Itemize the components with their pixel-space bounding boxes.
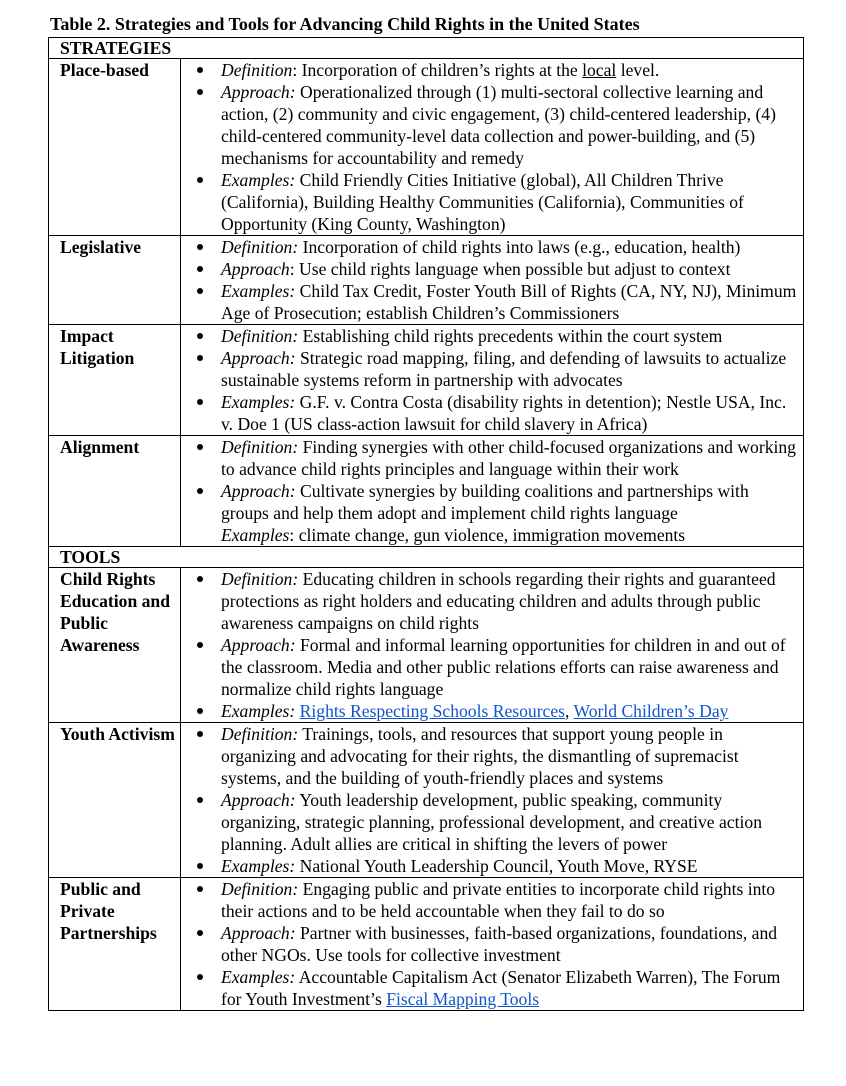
table-row-partnerships: [49, 878, 804, 1011]
row-content-legislative: [181, 236, 804, 325]
row-label-alignment: Alignment: [49, 436, 181, 547]
row-label-legislative: Legislative: [49, 236, 181, 325]
row-label-education: Child Rights Education and Public Awareness: [49, 568, 181, 723]
examples-item: Examples: National Youth Leadership Council, Youth Move, RYSE: [193, 855, 799, 877]
world-childrens-day-link[interactable]: World Children’s Day: [573, 701, 729, 721]
row-content-alignment: [181, 436, 804, 547]
approach-item: Approach: Formal and informal learning opportunities for children in and out of the classroom. Media and other public relations efforts can raise awareness and normalize child rights language: [193, 634, 799, 700]
definition-item: Definition: Finding synergies with other child-focused organizations and working to advance child rights principles and language within their work: [193, 436, 799, 480]
row-content-education: [181, 568, 804, 723]
table-title: Table 2. Strategies and Tools for Advancing Child Rights in the United States: [50, 14, 640, 34]
row-content-youth-activism: [181, 723, 804, 878]
row-content-place-based: [181, 59, 804, 236]
definition-item: Definition: Incorporation of children’s rights at the local level.: [193, 59, 799, 81]
table-row-impact-litigation: [49, 325, 804, 436]
strategies-tools-table: [48, 37, 804, 1011]
table-row-place-based: [49, 59, 804, 236]
examples-item: Examples: Child Tax Credit, Foster Youth Bill of Rights (CA, NY, NJ), Minimum Age of Prosecution; establish Children’s Commissioners: [193, 280, 799, 324]
definition-item: Definition: Educating children in schools regarding their rights and guaranteed protections as right holders and educating children and adults through public awareness campaigns on child rights: [193, 568, 799, 634]
rights-respecting-schools-link[interactable]: Rights Respecting Schools Resources: [299, 701, 566, 721]
table-row-youth-activism: [49, 723, 804, 878]
approach-item: Approach: Partner with businesses, faith-based organizations, foundations, and other NGOs. Use tools for collective investment: [193, 922, 799, 966]
examples-item: Examples: climate change, gun violence, immigration movements: [221, 525, 686, 545]
examples-item: Examples: Rights Respecting Schools Resources, World Children’s Day: [193, 700, 799, 722]
examples-item: Examples: Accountable Capitalism Act (Senator Elizabeth Warren), The Forum for Youth Investment’s Fiscal Mapping Tools: [193, 966, 799, 1010]
row-content-partnerships: [181, 878, 804, 1011]
examples-item: Examples: Child Friendly Cities Initiative (global), All Children Thrive (California), Building Healthy Communities (California), Communities of Opportunity (King County, Washington): [193, 169, 799, 235]
approach-item: Approach: Use child rights language when possible but adjust to context: [193, 258, 799, 280]
row-content-impact-litigation: [181, 325, 804, 436]
row-label-place-based: Place-based: [49, 59, 181, 236]
approach-item: Approach: Strategic road mapping, filing, and defending of lawsuits to actualize sustainable systems reform in partnership with advocates: [193, 347, 799, 391]
table-row-legislative: [49, 236, 804, 325]
approach-item: Approach: Operationalized through (1) multi-sectoral collective learning and action, (2) community and civic engagement, (3) child-centered leadership, (4) child-centered community-level data collection and power-building, and (5) mechanisms for accountability and remedy: [193, 81, 799, 169]
table-row-education: [49, 568, 804, 723]
row-label-impact-litigation: Impact Litigation: [49, 325, 181, 436]
row-label-partnerships: Public and Private Partnerships: [49, 878, 181, 1011]
row-label-youth-activism: Youth Activism: [49, 723, 181, 878]
fiscal-mapping-tools-link[interactable]: Fiscal Mapping Tools: [386, 989, 540, 1009]
approach-item: Approach: Youth leadership development, public speaking, community organizing, strategic planning, professional development, and creative action planning. Adult allies are critical in shifting the levers of power: [193, 789, 799, 855]
definition-item: Definition: Establishing child rights precedents within the court system: [193, 325, 799, 347]
definition-item: Definition: Incorporation of child rights into laws (e.g., education, health): [193, 236, 799, 258]
approach-item: Approach: Cultivate synergies by building coalitions and partnerships with groups and help them adopt and implement child rights language: [193, 480, 799, 524]
tools-header: TOOLS: [49, 547, 804, 568]
definition-item: Definition: Trainings, tools, and resources that support young people in organizing and advocating for their rights, the dismantling of supremacist systems, and the building of youth-friendly places and systems: [193, 723, 799, 789]
section-header-strategies: [49, 38, 804, 59]
examples-item: Examples: G.F. v. Contra Costa (disability rights in detention); Nestle USA, Inc. v. Doe 1 (US class-action lawsuit for child slavery in Africa): [193, 391, 799, 435]
section-header-tools: [49, 547, 804, 568]
strategies-header: STRATEGIES: [49, 38, 804, 59]
table-row-alignment: [49, 436, 804, 547]
definition-item: Definition: Engaging public and private entities to incorporate child rights into their actions and to be held accountable when they fail to do so: [193, 878, 799, 922]
